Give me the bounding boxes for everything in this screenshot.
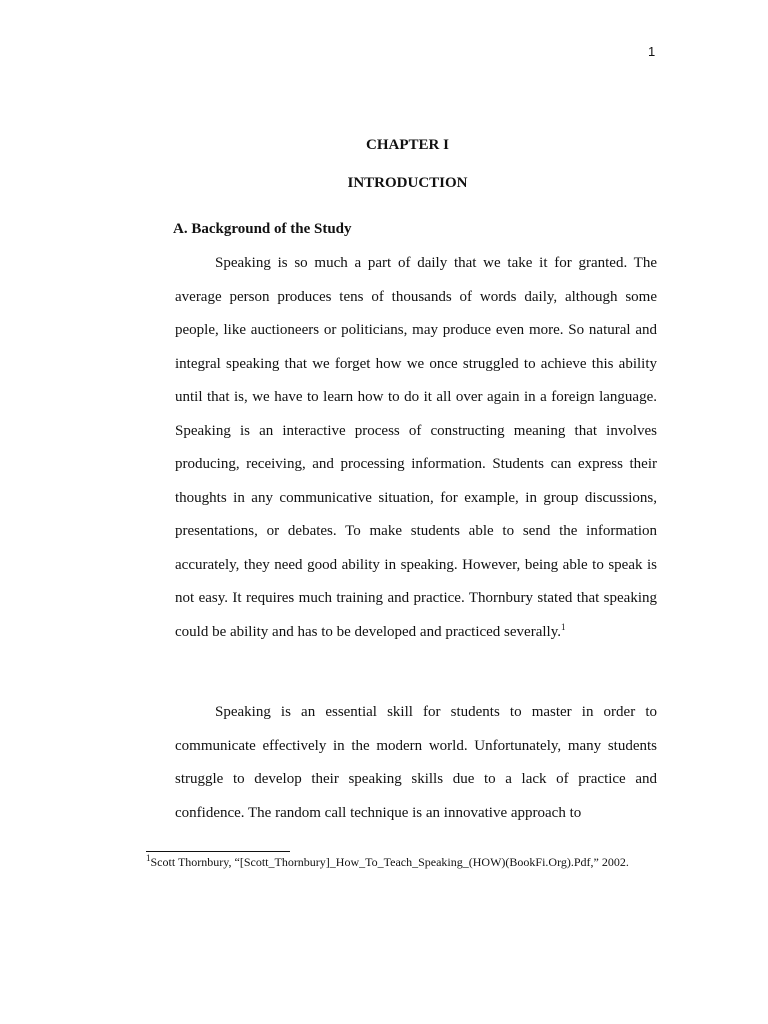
body-paragraph: Speaking is an essential skill for students to master in order to communicate effectively in the modern world. Unfortunately, many students struggle to develop their speaking skills due to a lack of practice and confidence. The random call technique is an innovative approach to	[175, 704, 657, 821]
footnote-divider	[146, 851, 290, 852]
page-number: 1	[648, 44, 656, 59]
chapter-title: INTRODUCTION	[347, 175, 468, 191]
paragraph-text: Speaking is so much a part of daily that we take it for granted. The average person produces tens of thousands of words daily, although some people, like auctioneers or politicians, may produce even more. So natural and integral speaking that we forget how we once struggled to achieve this ability until that is, we have to learn how to do it all over again in a foreign language. Speaking is an interactive process of constructing meaning that involves producing, receiving, and processing information. Students can express their thoughts in any communicative situation, for example, in group discussions, presentations, or debates. To make students able to send the information accurately, they need good ability in speaking. However, being able to speak is not easy. It requires much training and practice. Thornbury stated that speaking could be ability and has to be developed and practiced severally.	[175, 255, 657, 640]
footnote-text: Scott Thornbury, “[Scott_Thornbury]_How_To_Teach_Speaking_(HOW)(BookFi.Org).Pdf,” 2002.	[150, 855, 629, 869]
footnote	[146, 855, 656, 870]
footnote-marker: 1	[146, 853, 151, 863]
body-paragraph	[175, 247, 657, 649]
footnote-reference: 1	[560, 621, 566, 632]
section-heading: A. Background of the Study	[173, 221, 352, 237]
chapter-heading: CHAPTER I	[366, 137, 449, 153]
